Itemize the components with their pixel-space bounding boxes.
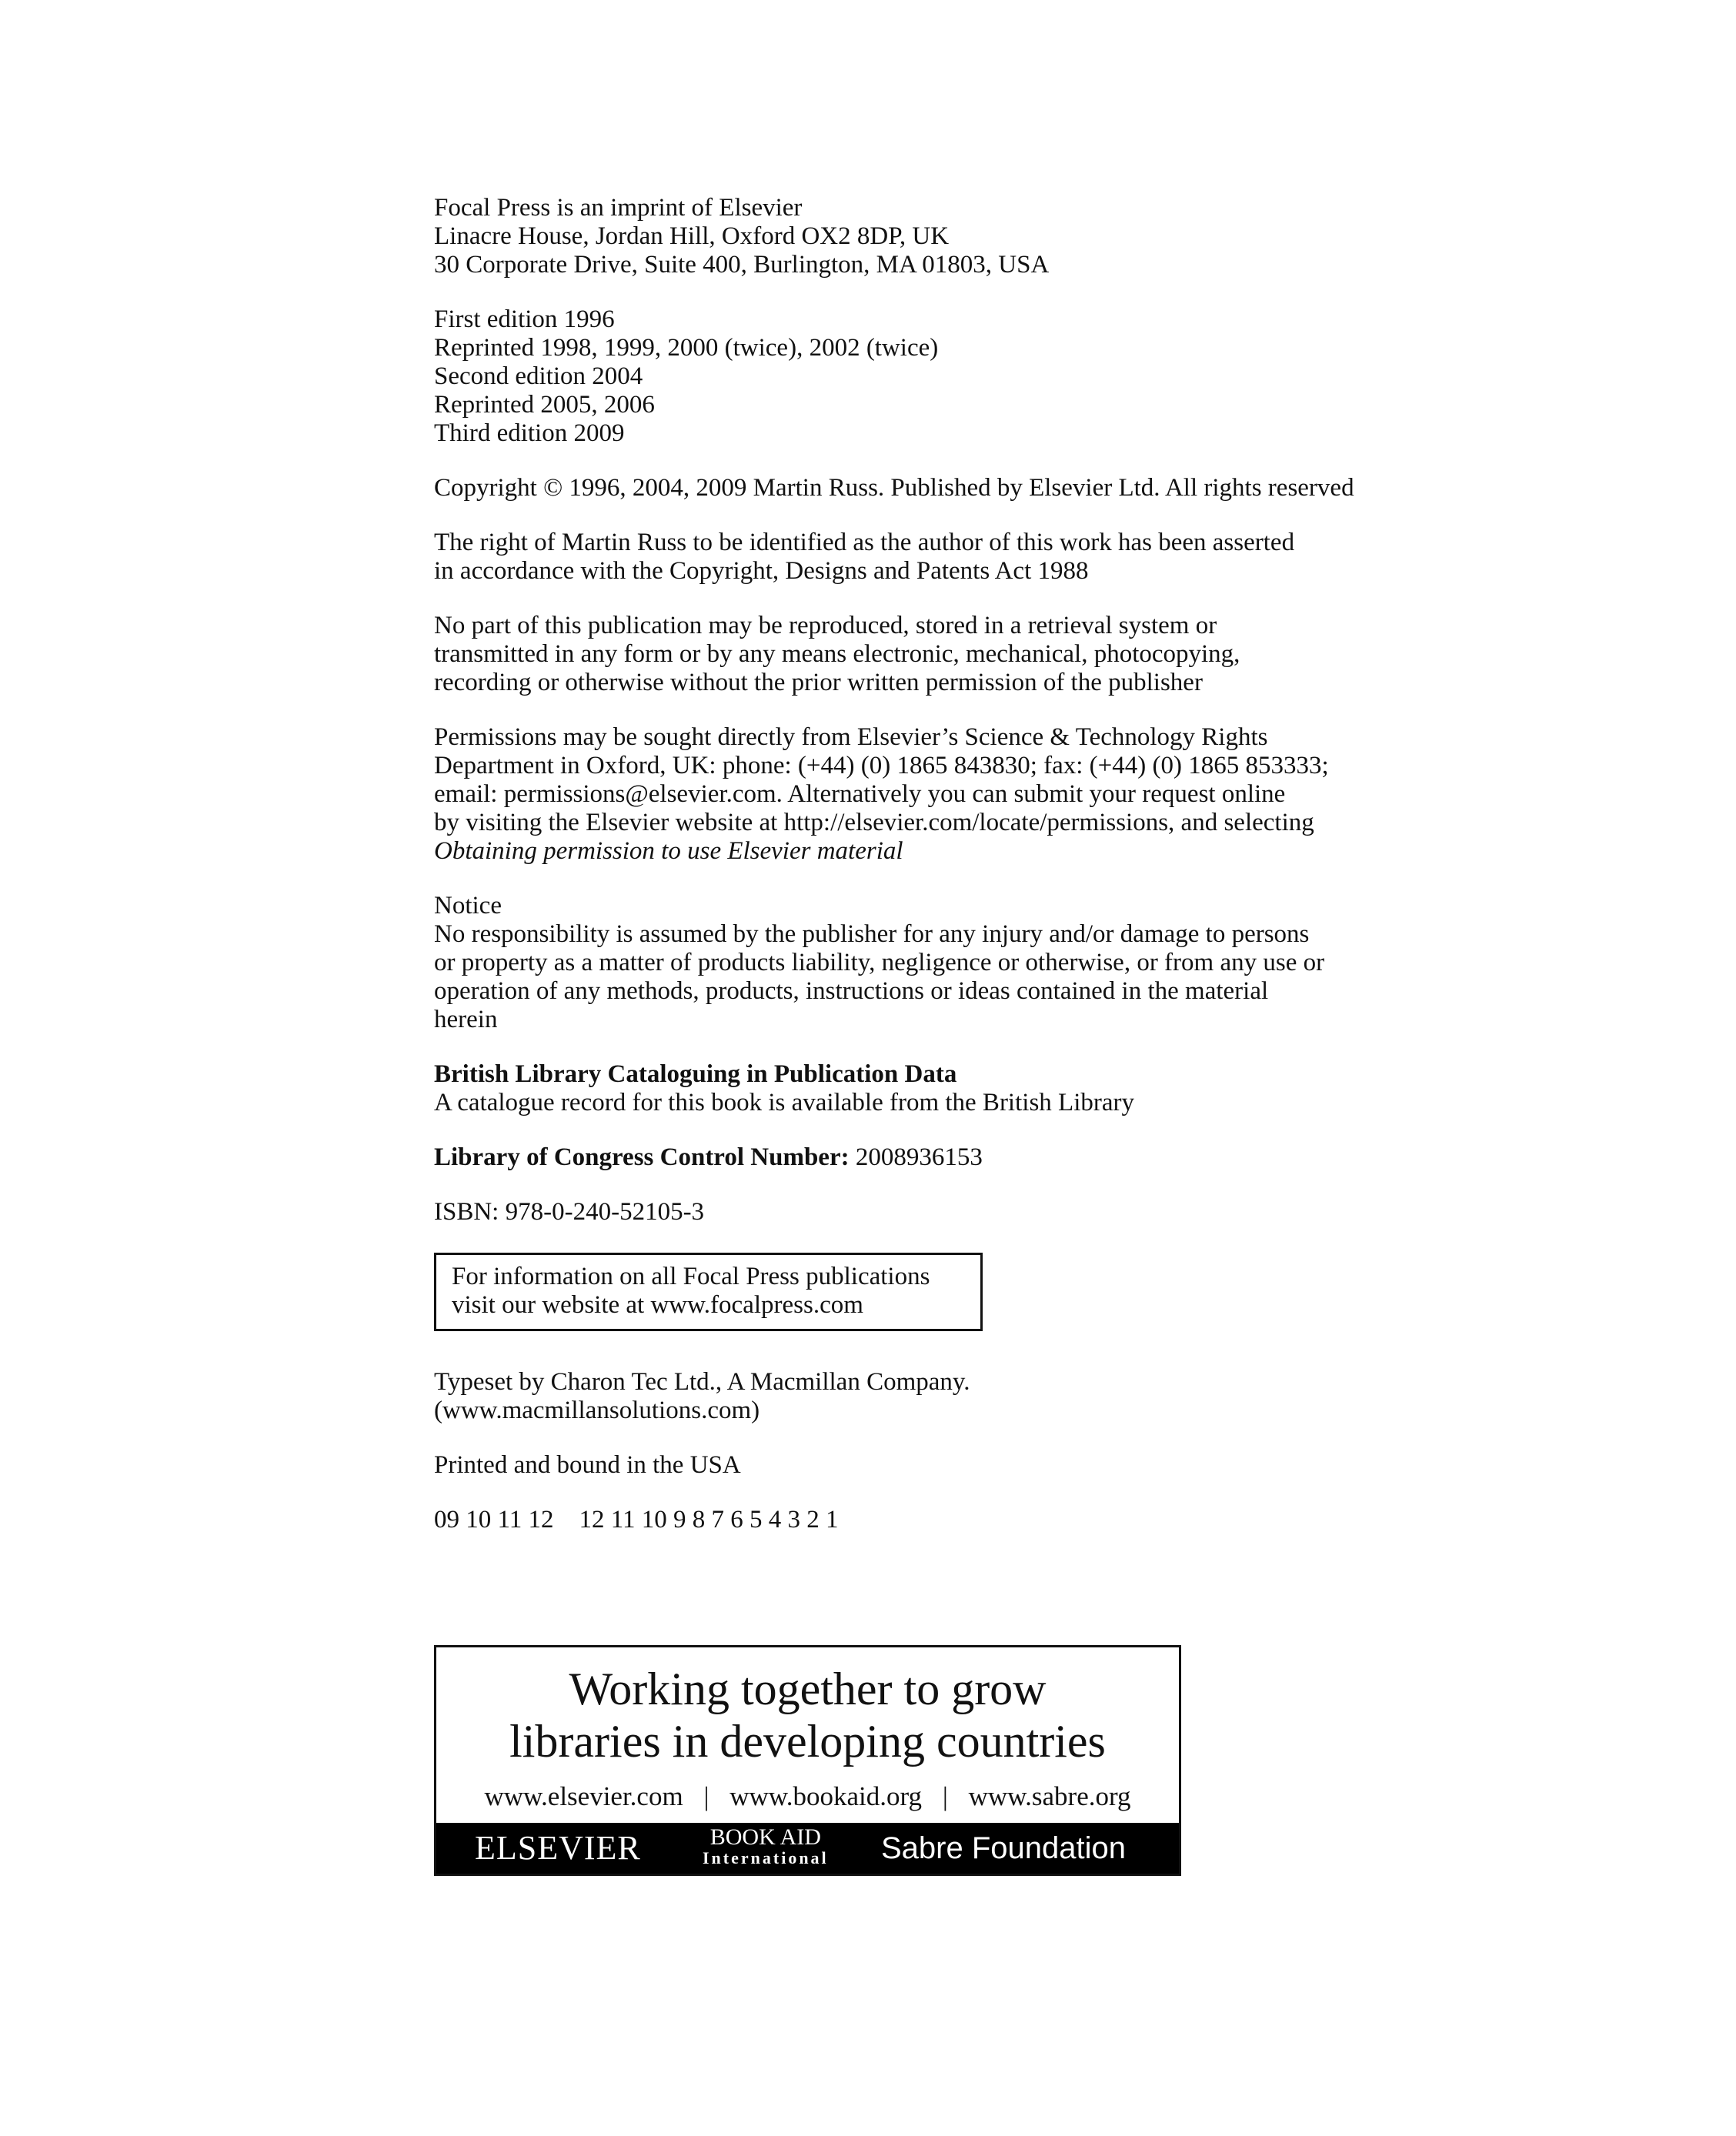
british-library-heading: British Library Cataloguing in Publication Data [434, 1060, 957, 1088]
loc-control-number [434, 1143, 1542, 1172]
typeset-credit [434, 1368, 1542, 1425]
moral-right-statement [434, 529, 1542, 586]
address-line: Focal Press is an imprint of Elsevier [434, 194, 803, 222]
moral-right-line: The right of Martin Russ to be identified as the author of this work has been asserted [434, 529, 1295, 556]
advert-links [436, 1781, 1179, 1812]
british-library-text: A catalogue record for this book is available from the British Library [434, 1089, 1134, 1116]
book-aid-advert-box [434, 1645, 1181, 1876]
info-box-line: visit our website at www.focalpress.com [452, 1291, 863, 1319]
notice-line: No responsibility is assumed by the publisher for any injury and/or damage to persons [434, 920, 1310, 948]
permissions-line: email: permissions@elsevier.com. Alternatively you can submit your request online [434, 780, 1286, 808]
link-elsevier: www.elsevier.com [484, 1781, 683, 1811]
typeset-line: (www.macmillansolutions.com) [434, 1397, 760, 1424]
address-line: 30 Corporate Drive, Suite 400, Burlington, MA 01803, USA [434, 251, 1050, 279]
permissions-italic-line: Obtaining permission to use Elsevier material [434, 837, 903, 865]
notice-paragraph [434, 892, 1542, 1034]
print-number-line: 09 10 11 12 12 11 10 9 8 7 6 5 4 3 2 1 [434, 1506, 839, 1534]
link-separator: | [703, 1781, 709, 1811]
permissions-line: Department in Oxford, UK: phone: (+44) (0) 1865 843830; fax: (+44) (0) 1865 853333; [434, 752, 1329, 779]
advert-headline-line: Working together to grow [569, 1664, 1047, 1714]
sabre-foundation-logo: Sabre Foundation [881, 1831, 1127, 1865]
print-line-block [434, 1506, 1542, 1534]
notice-line: operation of any methods, products, instructions or ideas contained in the material [434, 977, 1269, 1005]
advert-logo-band [436, 1823, 1179, 1874]
link-sabre: www.sabre.org [968, 1781, 1131, 1811]
reproduction-line: No part of this publication may be reproduced, stored in a retrieval system or [434, 612, 1217, 639]
isbn: ISBN: 978-0-240-52105-3 [434, 1198, 705, 1226]
permissions-paragraph [434, 723, 1542, 866]
elsevier-logo: ELSEVIER [475, 1829, 641, 1867]
moral-right-line: in accordance with the Copyright, Designs and Patents Act 1988 [434, 557, 1089, 585]
copyright-statement [434, 474, 1542, 502]
edition-line: Third edition 2009 [434, 419, 625, 447]
bookaid-logo-top: BOOK AID [709, 1824, 821, 1850]
edition-line: Second edition 2004 [434, 362, 643, 390]
bookaid-logo [703, 1826, 829, 1867]
notice-line: or property as a matter of products liability, negligence or otherwise, or from any use or [434, 949, 1325, 976]
isbn-block [434, 1198, 1542, 1227]
reproduction-line: recording or otherwise without the prior written permission of the publisher [434, 669, 1203, 696]
printed-statement [434, 1451, 1542, 1480]
permissions-line: by visiting the Elsevier website at http://elsevier.com/locate/permissions, and selecting [434, 809, 1314, 836]
loc-label: Library of Congress Control Number: [434, 1143, 850, 1171]
british-library-data [434, 1060, 1542, 1117]
notice-line: herein [434, 1006, 498, 1033]
address-line: Linacre House, Jordan Hill, Oxford OX2 8DP, UK [434, 222, 950, 250]
printed-line: Printed and bound in the USA [434, 1451, 741, 1479]
publisher-address [434, 194, 1542, 279]
info-box-line: For information on all Focal Press publications [452, 1263, 930, 1290]
link-bookaid: www.bookaid.org [729, 1781, 923, 1811]
advert-headline-line: libraries in developing countries [509, 1716, 1106, 1767]
copyright-line: Copyright © 1996, 2004, 2009 Martin Russ. Published by Elsevier Ltd. All rights reserved [434, 474, 1354, 502]
imprint-text-column [434, 194, 1542, 1560]
reproduction-notice [434, 612, 1542, 697]
edition-line: Reprinted 2005, 2006 [434, 391, 655, 419]
advert-headline [436, 1663, 1179, 1767]
edition-line: First edition 1996 [434, 305, 615, 333]
bookaid-logo-bottom: International [703, 1848, 829, 1867]
typeset-line: Typeset by Charon Tec Ltd., A Macmillan Company. [434, 1368, 970, 1396]
focal-press-info-box [434, 1253, 983, 1331]
reproduction-line: transmitted in any form or by any means electronic, mechanical, photocopying, [434, 640, 1240, 668]
permissions-line: Permissions may be sought directly from Elsevier’s Science & Technology Rights [434, 723, 1268, 751]
loc-value: 2008936153 [855, 1143, 983, 1171]
edition-line: Reprinted 1998, 1999, 2000 (twice), 2002 (twice) [434, 334, 939, 362]
link-separator: | [942, 1781, 948, 1811]
notice-heading: Notice [434, 892, 502, 919]
edition-history [434, 305, 1542, 448]
